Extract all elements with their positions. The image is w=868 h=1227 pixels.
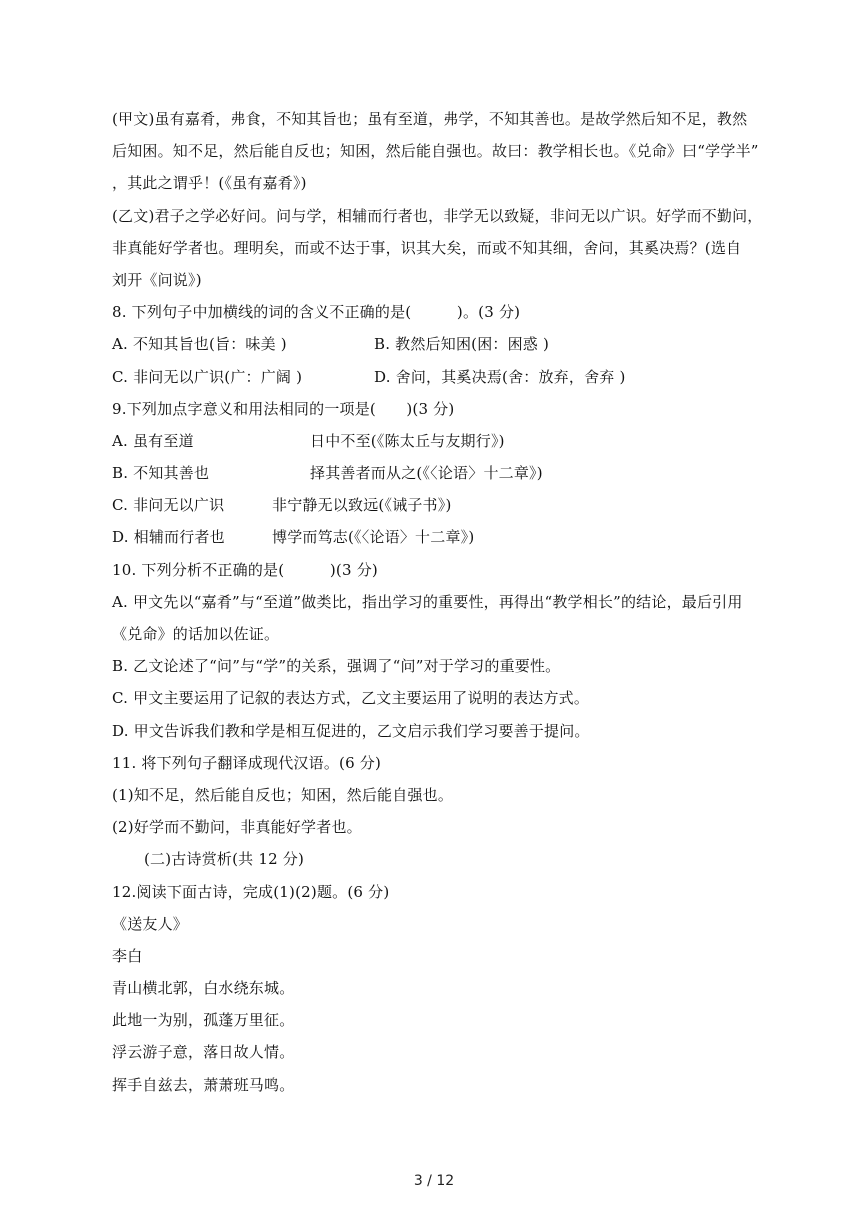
question-9-option-c	[112, 489, 762, 521]
question-10-option-a-line-2: 《兑命》的话加以佐证。	[112, 625, 280, 643]
question-9-option-c-right: 非宁静无以致远(《诫子书》)	[272, 496, 452, 515]
question-10-option-b: B. 乙文论述了“问”与“学”的关系，强调了“问”对于学习的重要性。	[112, 657, 561, 676]
poem-line-2: 此地一为别，孤蓬万里征。	[112, 1011, 295, 1030]
question-10-option-c: C. 甲文主要运用了记叙的表达方式，乙文主要运用了说明的表达方式。	[112, 689, 590, 708]
question-11-sentence-2: (2)好学而不勤问，非真能好学者也。	[112, 818, 362, 837]
passage-yi-line-1: (乙文)君子之学必好问。问与学，相辅而行者也，非学无以致疑，非问无以广识。好学而不勤问，	[112, 206, 763, 225]
question-9-option-b-right: 择其善者而从之(《〈论语〉十二章》)	[310, 464, 543, 483]
question-9-option-a-left: A. 虽有至道	[112, 431, 194, 450]
question-9-option-b	[112, 457, 762, 489]
poem-title: 《送友人》	[112, 914, 189, 933]
question-8-options-row-1	[112, 328, 762, 360]
poem-author: 李白	[112, 946, 143, 965]
passage-jia-line-2: 后知困。知不足，然后能自反也；知困，然后能自强也。故曰：教学相长也。《兑命》曰“学学半”	[112, 142, 759, 161]
question-11-stem: 11. 将下列句子翻译成现代汉语。(6 分)	[112, 753, 382, 772]
question-9-option-b-left: B. 不知其善也	[112, 464, 210, 483]
question-12-stem: 12.阅读下面古诗，完成(1)(2)题。(6 分)	[112, 882, 390, 901]
question-8-option-b: B. 教然后知困(困：困惑 )	[374, 335, 550, 354]
question-9-option-c-left: C. 非问无以广识	[112, 496, 225, 515]
passage-jia-line-3: ，其此之谓乎！(《虽有嘉肴》)	[112, 174, 307, 193]
question-9-option-a-right: 日中不至(《陈太丘与友期行》)	[310, 431, 505, 450]
question-10-option-a-line-1: A. 甲文先以“嘉肴”与“至道”做类比，指出学习的重要性，再得出“教学相长”的结论，最后引用	[112, 592, 743, 611]
poem-line-4: 挥手自兹去，萧萧班马鸣。	[112, 1075, 295, 1094]
passage-jia-line-1: (甲文)虽有嘉肴，弗食，不知其旨也；虽有至道，弗学，不知其善也。是故学然后知不足，教然	[112, 110, 748, 128]
question-10-stem: 10. 下列分析不正确的是( )(3 分)	[112, 560, 378, 579]
question-8-option-a: A. 不知其旨也(旨：味美 )	[112, 335, 287, 354]
passage-yi-line-3: 刘开《问说》)	[112, 270, 202, 289]
poem-line-1: 青山横北郭，白水绕东城。	[112, 979, 295, 998]
question-8-options-row-2	[112, 361, 762, 393]
page-number: 3 / 12	[413, 1173, 455, 1189]
poem-line-3: 浮云游子意，落日故人情。	[112, 1043, 295, 1062]
question-9-option-d	[112, 521, 762, 553]
question-9-option-d-left: D. 相辅而行者也	[112, 528, 225, 547]
document-body	[112, 103, 762, 1101]
question-11-sentence-1: (1)知不足，然后能自反也；知困，然后能自强也。	[112, 785, 454, 804]
question-8-option-d: D. 舍问，其奚决焉(舍：放弃，舍弃 )	[374, 367, 626, 386]
question-10-option-d: D. 甲文告诉我们教和学是相互促进的，乙文启示我们学习要善于提问。	[112, 721, 590, 740]
question-8-option-c: C. 非问无以广识(广：广阔 )	[112, 367, 303, 386]
question-9-stem: 9.下列加点字意义和用法相同的一项是( )(3 分)	[112, 399, 455, 418]
question-9-option-d-right: 博学而笃志(《〈论语〉十二章》)	[272, 528, 475, 547]
question-8-stem: 8. 下列句子中加横线的词的含义不正确的是( )。(3 分)	[112, 303, 521, 322]
passage-yi-line-2: 非真能好学者也。理明矣，而或不达于事，识其大矣，而或不知其细，舍问，其奚决焉？(选自	[112, 238, 742, 257]
question-9-option-a	[112, 425, 762, 457]
section-2-heading: (二)古诗赏析(共 12 分)	[144, 850, 305, 869]
